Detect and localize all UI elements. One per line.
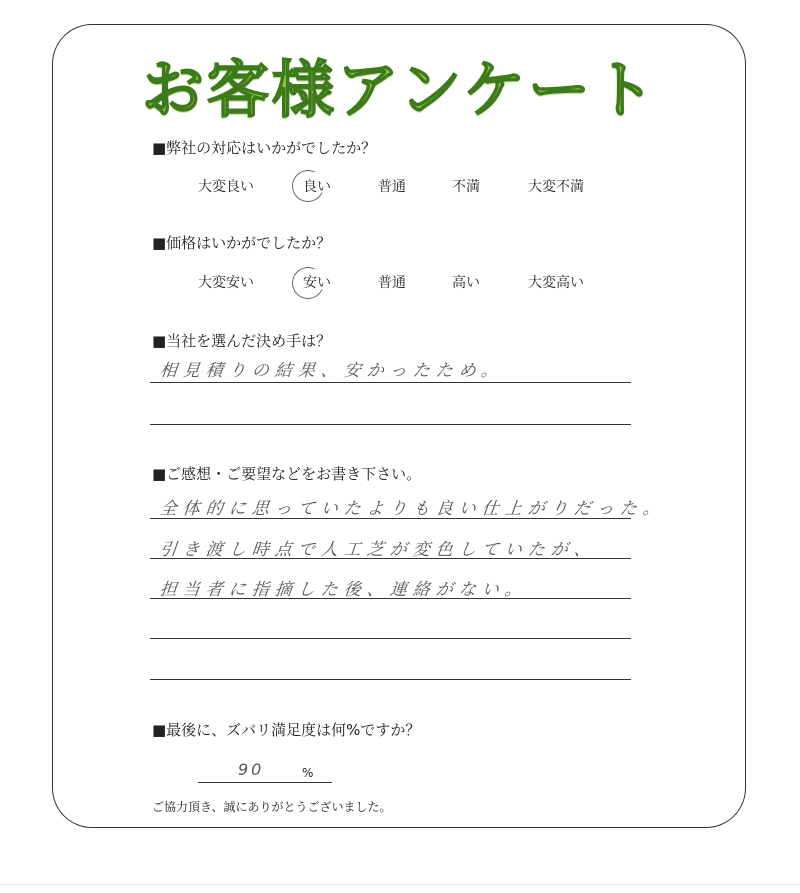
q2-option-5[interactable]: 大変高い: [528, 275, 584, 291]
page-bottom-rule: [0, 884, 800, 885]
q4-answer-rule-4: [150, 638, 631, 639]
q4-answer-rule-5: [150, 679, 631, 680]
q4-answer-rule-3: [150, 598, 631, 599]
question-2-options: [0, 272, 800, 294]
q4-answer-line-3: 担当者に指摘した後、連絡がない。: [158, 580, 529, 600]
satisfaction-unit: %: [302, 766, 314, 780]
thanks-message: ご協力頂き、誠にありがとうございました。: [152, 800, 392, 814]
q4-answer-line-1: 全体的に思っていたよりも良い仕上がりだった。: [158, 499, 667, 519]
question-4: ■ご感想・ご要望などをお書き下さい。: [152, 465, 422, 483]
q1-option-3[interactable]: 普通: [378, 179, 406, 195]
q4-answer-rule-1: [150, 518, 631, 519]
question-1: ■弊社の対応はいかがでしたか？: [152, 139, 377, 157]
q2-option-4[interactable]: 高い: [452, 275, 480, 291]
q4-answer-rule-2: [150, 558, 631, 559]
q2-option-2[interactable]: 安い: [303, 275, 331, 291]
question-2: ■価格はいかがでしたか？: [152, 234, 332, 252]
survey-title: お客様アンケート: [141, 53, 659, 126]
satisfaction-value[interactable]: 90: [238, 760, 265, 779]
q3-answer-rule-1: [150, 382, 631, 383]
q1-option-2[interactable]: 良い: [303, 179, 331, 195]
q1-option-1[interactable]: 大変良い: [198, 179, 254, 195]
question-1-options: [0, 176, 800, 198]
q2-option-3[interactable]: 普通: [378, 275, 406, 291]
q4-answer-line-2: 引き渡し時点で人工芝が変色していたが、: [158, 540, 598, 560]
question-5: ■最後に、ズバリ満足度は何%ですか？: [152, 721, 421, 739]
q3-answer-line-1: 相見積りの結果、安かったため。: [158, 361, 506, 381]
q1-option-5[interactable]: 大変不満: [528, 179, 584, 195]
q3-answer-rule-2: [150, 424, 631, 425]
satisfaction-rule: [198, 782, 332, 783]
q1-option-4[interactable]: 不満: [452, 179, 480, 195]
question-3: ■当社を選んだ決め手は？: [152, 332, 332, 350]
q2-option-1[interactable]: 大変安い: [198, 275, 254, 291]
